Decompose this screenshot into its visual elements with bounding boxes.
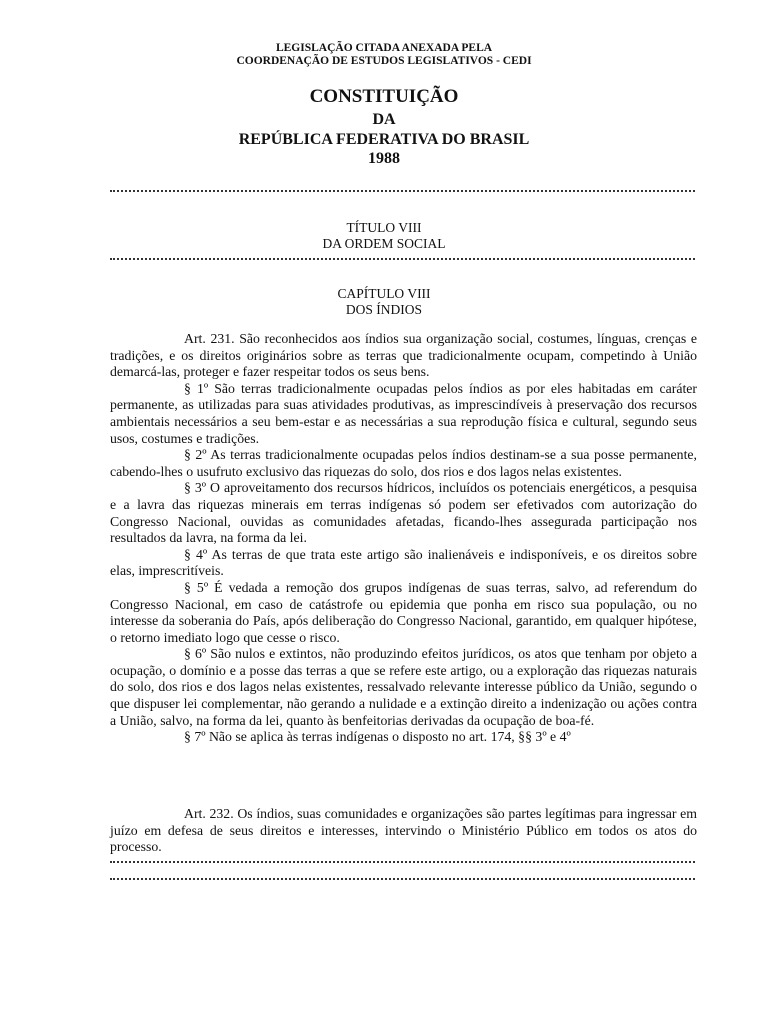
title-da: DA <box>372 111 396 128</box>
article-232 <box>110 806 697 856</box>
title-year: 1988 <box>368 150 400 167</box>
art-231-paragraph-6: § 6º São nulos e extintos, não produzindo efeitos jurídicos, os atos que tenham por objeto a ocupação, o domínio e a posse das terras a que se refere este artigo, ou a exploração das riquezas naturais do solo, dos rios e dos lagos nelas existentes, ressalvado relevante interesse público da União, segundo o que dispuser lei complementar, não gerando a nulidade e a extinção direito a indenização ou ações contra a União, salvo, na forma da lei, quanto às benfeitorias derivadas da ocupação de boa-fé. <box>110 646 697 728</box>
header-line-2: COORDENAÇÃO DE ESTUDOS LEGISLATIVOS - CEDI <box>236 55 532 67</box>
art-231-paragraph-5: § 5º É vedada a remoção dos grupos indígenas de suas terras, salvo, ad referendum do Congresso Nacional, em caso de catástrofe ou epidemia que ponha em risco sua população, ou no interesse da soberania do País, após deliberação do Congresso Nacional, garantido, em qualquer hipótese, o retorno imediato logo que cesse o risco. <box>110 579 697 645</box>
dotted-separator-4 <box>110 876 695 880</box>
article-231 <box>110 331 697 746</box>
art-232-caput: Art. 232. Os índios, suas comunidades e organizações são partes legítimas para ingressar em juízo em defesa de seus direitos e interesses, intervindo o Ministério Público em todos os atos do processo. <box>110 806 697 855</box>
dotted-separator-2 <box>110 256 695 260</box>
title-republica: REPÚBLICA FEDERATIVA DO BRASIL <box>238 131 530 148</box>
capitulo-name: DOS ÍNDIOS <box>345 302 423 317</box>
titulo-number: TÍTULO VIII <box>346 220 422 235</box>
art-231-paragraph-4: § 4º As terras de que trata este artigo são inalienáveis e indisponíveis, e os direitos sobre elas, imprescritíveis. <box>110 546 697 579</box>
titulo-name: DA ORDEM SOCIAL <box>322 236 446 251</box>
dotted-separator-1 <box>110 188 695 192</box>
art-231-paragraph-1: § 1º São terras tradicionalmente ocupadas pelos índios as por eles habitadas em caráter permanente, as utilizadas para suas atividades produtivas, as imprescindíveis à preservação dos recursos ambientais necessários a seu bem-estar e as necessárias a sua reprodução física e cultural, segundo seus usos, costumes e tradições. <box>110 380 697 446</box>
art-231-paragraph-2: § 2º As terras tradicionalmente ocupadas pelos índios destinam-se a sua posse permanente, cabendo-lhes o usufruto exclusivo das riquezas do solo, dos rios e dos lagos nelas existentes. <box>110 447 697 479</box>
dotted-separator-3 <box>110 859 695 863</box>
art-231-caput: Art. 231. São reconhecidos aos índios sua organização social, costumes, línguas, crenças e tradições, e os direitos originários sobre as terras que tradicionalmente ocupam, competindo à União demarcá-las, proteger e fazer respeitar todos os seus bens. <box>110 331 697 380</box>
title-constituicao: CONSTITUIÇÃO <box>309 86 459 107</box>
capitulo-number: CAPÍTULO VIII <box>337 286 431 301</box>
header-line-1: LEGISLAÇÃO CITADA ANEXADA PELA <box>275 42 493 54</box>
art-231-paragraph-7: § 7º Não se aplica às terras indígenas o disposto no art. 174, §§ 3º e 4º <box>184 729 571 745</box>
art-231-paragraph-3: § 3º O aproveitamento dos recursos hídricos, incluídos os potenciais energéticos, a pesquisa e a lavra das riquezas minerais em terras indígenas só podem ser efetivados com autorização do Congresso Nacional, ouvidas as comunidades afetadas, ficando-lhes assegurada participação nos resultados da lavra, na forma da lei. <box>110 480 697 546</box>
